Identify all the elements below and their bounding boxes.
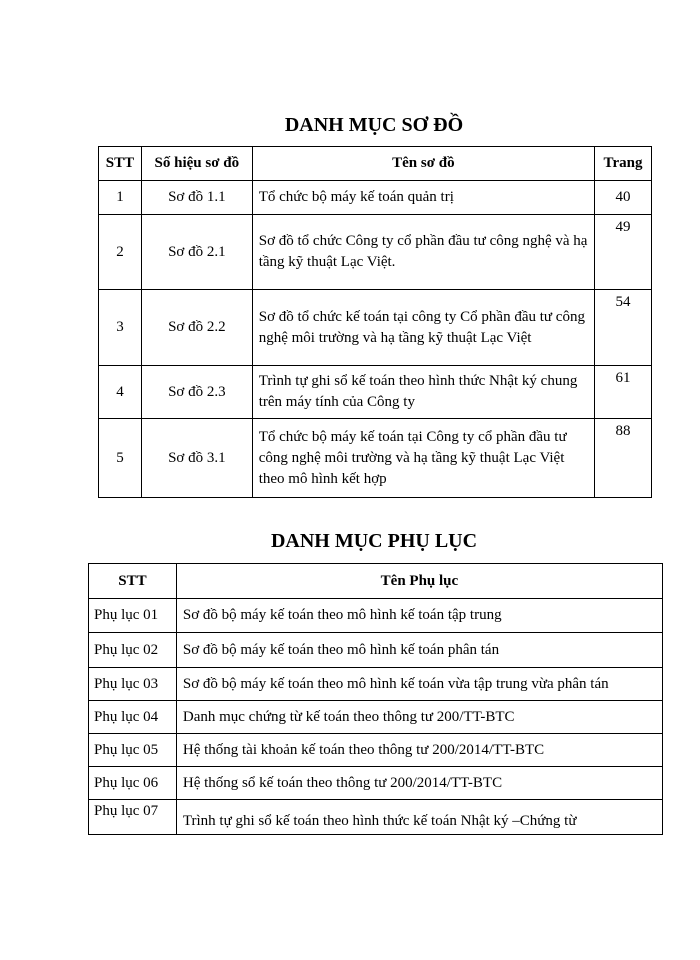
row-page: 40 (595, 181, 652, 215)
row-diagram-name: Tổ chức bộ máy kế toán quản trị (252, 181, 594, 215)
table-row (89, 800, 663, 835)
appendix-name: Danh mục chứng từ kế toán theo thông tư 200/TT-BTC (176, 701, 662, 734)
appendix-code: Phụ lục 01 (89, 599, 177, 633)
row-diagram-name: Sơ đồ tổ chức kế toán tại công ty Cổ phần đầu tư công nghệ môi trường và hạ tầng kỹ thuật Lạc Việt (252, 290, 594, 366)
row-stt: 5 (99, 419, 142, 498)
appendix-list-table (88, 563, 663, 835)
row-diagram-code: Sơ đồ 1.1 (141, 181, 252, 215)
row-page: 49 (595, 215, 652, 290)
row-diagram-name: Sơ đồ tổ chức Công ty cổ phần đầu tư công nghệ và hạ tầng kỹ thuật Lạc Việt. (252, 215, 594, 290)
table-row (99, 215, 652, 290)
appendix-code: Phụ lục 06 (89, 767, 177, 800)
row-diagram-code: Sơ đồ 2.1 (141, 215, 252, 290)
appendix-name: Sơ đồ bộ máy kế toán theo mô hình kế toán phân tán (176, 633, 662, 668)
row-stt: 1 (99, 181, 142, 215)
appendix-name: Sơ đồ bộ máy kế toán theo mô hình kế toán vừa tập trung vừa phân tán (176, 668, 662, 701)
table-row (89, 633, 663, 668)
table-row (99, 290, 652, 366)
row-stt: 2 (99, 215, 142, 290)
row-diagram-name: Trình tự ghi sổ kế toán theo hình thức Nhật ký chung trên máy tính của Công ty (252, 366, 594, 419)
row-page: 61 (595, 366, 652, 419)
table-header-row (89, 564, 663, 599)
appendix-list-title: DANH MỤC PHỤ LỤC (270, 530, 478, 552)
table-row (89, 767, 663, 800)
appendix-name: Trình tự ghi sổ kế toán theo hình thức kế toán Nhật ký –Chứng từ (176, 800, 662, 835)
row-page: 88 (595, 419, 652, 498)
appendix-code: Phụ lục 04 (89, 701, 177, 734)
appendix-code: Phụ lục 05 (89, 734, 177, 767)
header-diagram-name: Tên sơ đồ (252, 147, 594, 181)
table-row (99, 181, 652, 215)
appendix-code: Phụ lục 03 (89, 668, 177, 701)
table-row (99, 366, 652, 419)
header-diagram-code: Số hiệu sơ đồ (141, 147, 252, 181)
row-diagram-code: Sơ đồ 2.3 (141, 366, 252, 419)
table-row (89, 599, 663, 633)
row-stt: 3 (99, 290, 142, 366)
appendix-name: Hệ thống tài khoản kế toán theo thông tư 200/2014/TT-BTC (176, 734, 662, 767)
row-diagram-code: Sơ đồ 3.1 (141, 419, 252, 498)
table-row (89, 734, 663, 767)
table-header-row (99, 147, 652, 181)
header-stt: STT (89, 564, 177, 599)
header-page: Trang (595, 147, 652, 181)
header-appendix-name: Tên Phụ lục (176, 564, 662, 599)
appendix-name: Hệ thống sổ kế toán theo thông tư 200/2014/TT-BTC (176, 767, 662, 800)
table-row (89, 668, 663, 701)
appendix-code: Phụ lục 02 (89, 633, 177, 668)
row-diagram-code: Sơ đồ 2.2 (141, 290, 252, 366)
appendix-name: Sơ đồ bộ máy kế toán theo mô hình kế toán tập trung (176, 599, 662, 633)
header-stt: STT (99, 147, 142, 181)
row-page: 54 (595, 290, 652, 366)
row-stt: 4 (99, 366, 142, 419)
table-row (89, 701, 663, 734)
row-diagram-name: Tổ chức bộ máy kế toán tại Công ty cổ phần đầu tư công nghệ môi trường và hạ tầng kỹ thuật Lạc Việt theo mô hình kết hợp (252, 419, 594, 498)
appendix-code: Phụ lục 07 (89, 800, 177, 835)
diagram-list-title: DANH MỤC SƠ ĐỒ (284, 114, 464, 136)
diagram-list-table (98, 146, 652, 498)
table-row (99, 419, 652, 498)
